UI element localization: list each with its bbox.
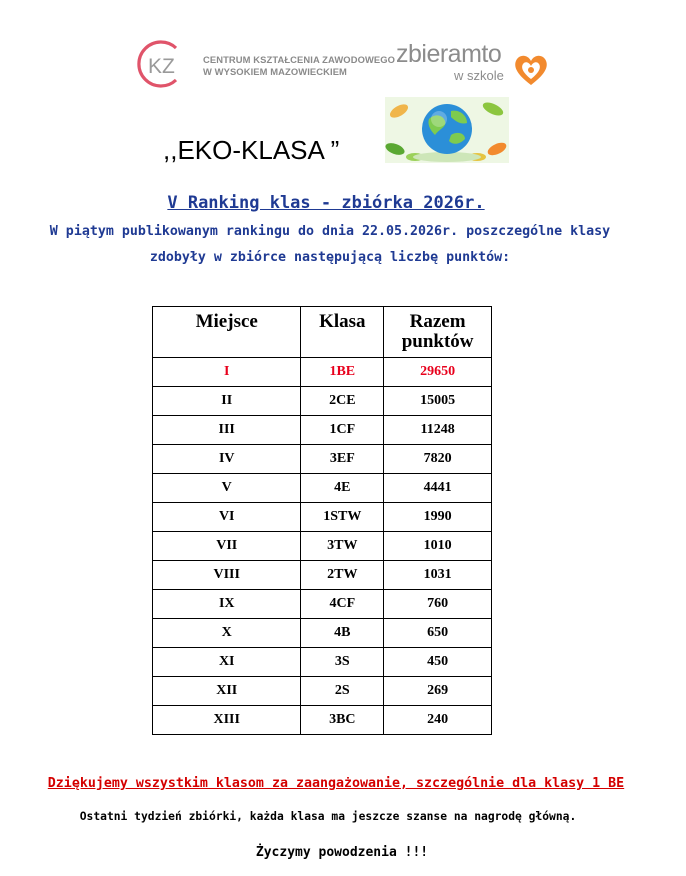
cell-class: 4E — [301, 474, 384, 503]
table-row — [153, 532, 492, 561]
cell-points: 1010 — [384, 532, 492, 561]
table-row — [153, 474, 492, 503]
cell-place: I — [153, 358, 301, 387]
cell-place: V — [153, 474, 301, 503]
table-row — [153, 503, 492, 532]
cell-points: 7820 — [384, 445, 492, 474]
header-class: Klasa — [301, 307, 384, 358]
cell-points: 29650 — [384, 358, 492, 387]
cell-class: 1BE — [301, 358, 384, 387]
ranking-title: V Ranking klas - zbiórka 2026r. — [167, 193, 485, 213]
cell-place: XI — [153, 648, 301, 677]
cell-place: IV — [153, 445, 301, 474]
table-header-row — [153, 307, 492, 358]
cell-points: 450 — [384, 648, 492, 677]
table-row — [153, 706, 492, 735]
cell-points: 1990 — [384, 503, 492, 532]
cell-points: 650 — [384, 619, 492, 648]
header-place: Miejsce — [153, 307, 301, 358]
cell-place: VII — [153, 532, 301, 561]
cell-points: 4441 — [384, 474, 492, 503]
heart-icon — [511, 53, 551, 87]
intro-line-1: W piątym publikowanym rankingu do dnia 22.05.2026r. poszczególne klasy — [49, 224, 611, 239]
cell-place: II — [153, 387, 301, 416]
last-week-note: Ostatni tydzień zbiórki, każda klasa ma jeszcze szanse na nagrodę główną. — [79, 810, 577, 823]
cell-class: 1CF — [301, 416, 384, 445]
cell-place: VI — [153, 503, 301, 532]
cell-class: 3EF — [301, 445, 384, 474]
table-row — [153, 416, 492, 445]
cell-place: XII — [153, 677, 301, 706]
cell-points: 760 — [384, 590, 492, 619]
cell-place: X — [153, 619, 301, 648]
cell-place: XIII — [153, 706, 301, 735]
cell-place: III — [153, 416, 301, 445]
ranking-table — [152, 306, 492, 735]
cell-class: 2CE — [301, 387, 384, 416]
table-row — [153, 387, 492, 416]
header-points-line1: Razem — [409, 311, 466, 332]
intro-line-2: zdobyły w zbiórce następującą liczbę punktów: — [149, 250, 511, 265]
header-points — [384, 307, 492, 358]
cell-class: 2S — [301, 677, 384, 706]
zbieramto-logo-subtext: w szkole — [454, 68, 504, 83]
ckz-name — [203, 54, 403, 78]
ckz-logo-letters: KZ — [148, 55, 175, 78]
table-row — [153, 677, 492, 706]
thanks-note: Dziękujemy wszystkim klasom za zaangażowanie, szczególnie dla klasy 1 BE — [47, 776, 625, 791]
cell-class: 4B — [301, 619, 384, 648]
cell-class: 3TW — [301, 532, 384, 561]
table-row — [153, 445, 492, 474]
ckz-name-line1: CENTRUM KSZTAŁCENIA ZAWODOWEGO — [203, 54, 396, 65]
cell-class: 3S — [301, 648, 384, 677]
table-row — [153, 561, 492, 590]
cell-points: 269 — [384, 677, 492, 706]
header-points-line2: punktów — [401, 331, 474, 352]
cell-points: 240 — [384, 706, 492, 735]
ckz-name-line2: W WYSOKIEM MAZOWIECKIEM — [203, 66, 347, 77]
zbieramto-logo-text: zbieramto — [396, 40, 502, 68]
cell-place: VIII — [153, 561, 301, 590]
table-row — [153, 358, 492, 387]
table-row — [153, 619, 492, 648]
cell-class: 4CF — [301, 590, 384, 619]
cell-class: 2TW — [301, 561, 384, 590]
good-luck-note: Życzymy powodzenia !!! — [255, 845, 429, 860]
cell-points: 1031 — [384, 561, 492, 590]
table-row — [153, 590, 492, 619]
page-title: ,,EKO-KLASA ” — [163, 135, 340, 165]
globe-icon — [385, 97, 509, 163]
cell-points: 11248 — [384, 416, 492, 445]
cell-points: 15005 — [384, 387, 492, 416]
cell-class: 3BC — [301, 706, 384, 735]
cell-class: 1STW — [301, 503, 384, 532]
table-row — [153, 648, 492, 677]
cell-place: IX — [153, 590, 301, 619]
ckz-logo-icon — [134, 40, 190, 88]
